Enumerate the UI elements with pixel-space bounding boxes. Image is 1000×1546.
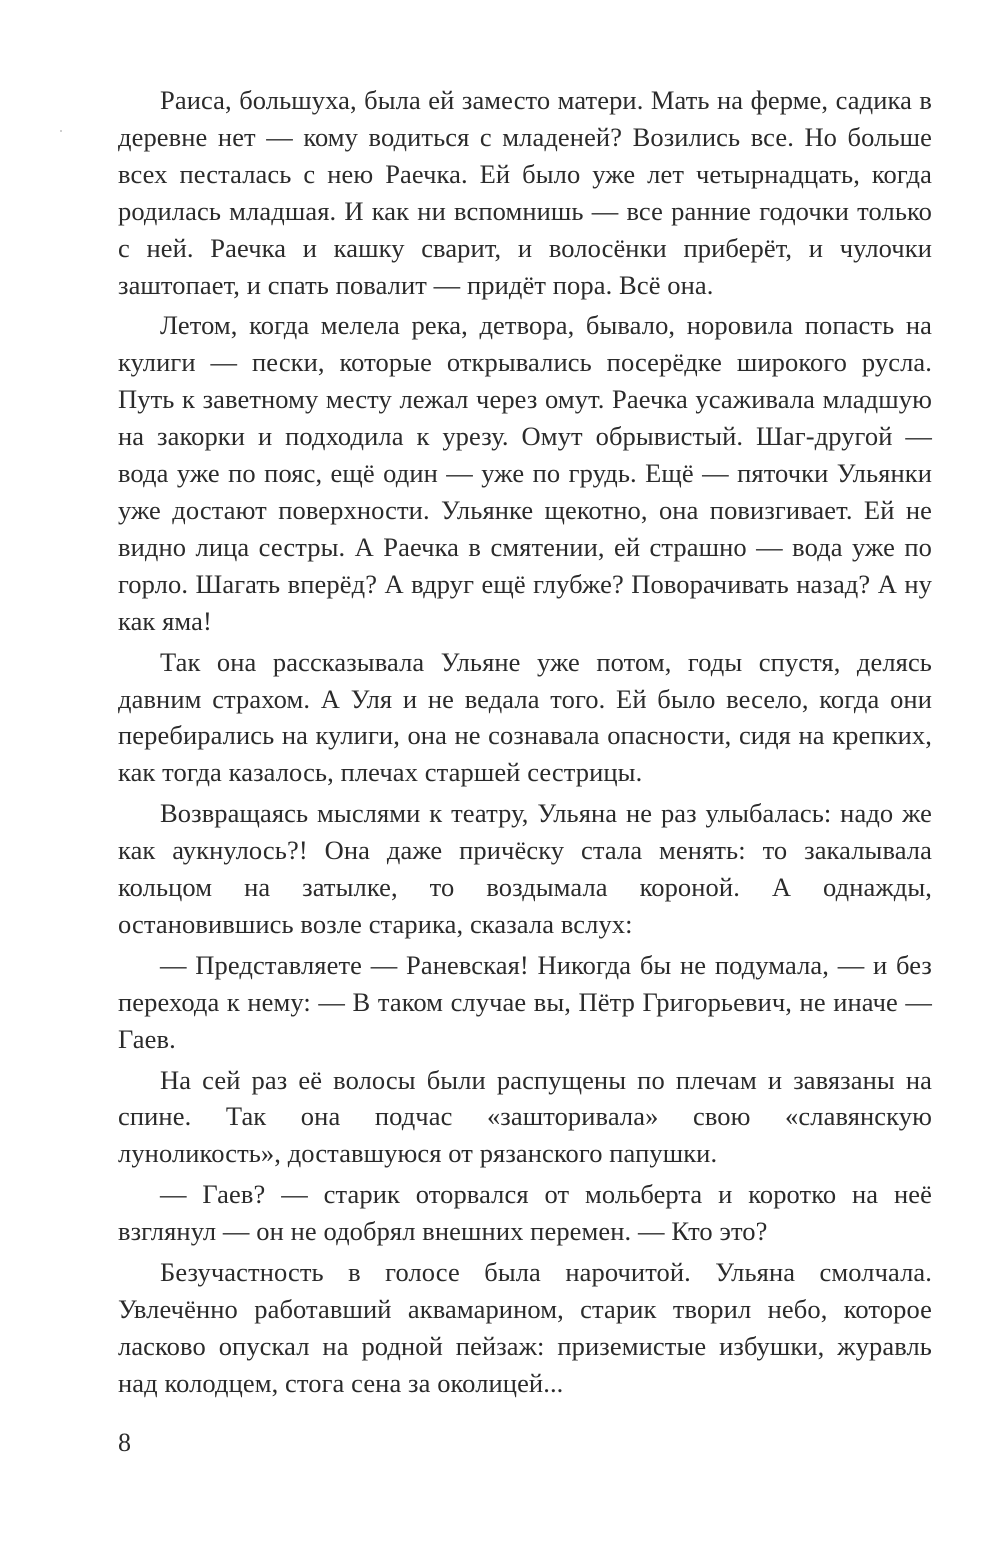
- paragraph-7-dialogue: — Гаев? — старик оторвался от мольберта и коротко на неё взглянул — он не одобрял внешних перемен. — Кто это?: [118, 1179, 932, 1247]
- margin-speck: [60, 130, 62, 132]
- page-body: [118, 82, 932, 1402]
- paragraph-8: Безучастность в голосе была нарочитой. Ульяна смолчала. Увлечённо работавший аквамарином, старик творил небо, которое ласково опускал на родной пейзаж: приземистые избушки, журавль над колодцем, стога сена за околицей...: [118, 1257, 932, 1398]
- paragraph-6: На сей раз её волосы были распущены по плечам и завязаны на спине. Так она подчас «зашторивала» свою «славянскую луноликость», доставшуюся от рязанского папушки.: [118, 1064, 932, 1169]
- paragraph-2: Летом, когда мелела река, детвора, бывало, норовила попасть на кулиги — пески, которые открывались посерёдке широкого русла. Путь к заветному месту лежал через омут. Раечка усаживала младшую на закорки и подходила к урезу. Омут обрывистый. Шаг-другой — вода уже по пояс, ещё один — уже по грудь. Ещё — пяточки Ульянки уже достают поверхности. Ульянке щекотно, она повизгивает. Ей не видно лица сестры. А Раечка в смятении, ей страшно — вода уже по горло. Шагать вперёд? А вдруг ещё глубже? Поворачивать назад? А ну как яма!: [118, 310, 932, 636]
- paragraph-1: Раиса, большуха, была ей заместо матери. Мать на ферме, садика в деревне нет — кому водиться с младеней? Возились все. Но больше всех песталась с нею Раечка. Ей было уже лет четырнадцать, когда родилась младшая. И как ни вспомнишь — все ранние годочки только с ней. Раечка и кашку сварит, и волосёнки приберёт, и чулочки заштопает, и спать повалит — придёт пора. Всё она.: [118, 85, 932, 300]
- page-number: 8: [118, 1428, 131, 1457]
- paragraph-4: Возвращаясь мыслями к театру, Ульяна не раз улыбалась: надо же как аукнулось?! Она даже причёску стала менять: то закалывала кольцом на затылке, то воздымала короной. А однажды, остановившись возле старика, сказала вслух:: [118, 798, 932, 939]
- paragraph-5-dialogue: — Представляете — Раневская! Никогда бы не подумала, — и без перехода к нему: — В таком случае вы, Пётр Григорьевич, не иначе — Гаев.: [118, 949, 932, 1054]
- paragraph-3: Так она рассказывала Ульяне уже потом, годы спустя, делясь давним страхом. А Уля и не ведала того. Ей было весело, когда они перебирались на кулиги, она не сознавала опасности, сидя на крепких, как тогда казалось, плечах старшей сестрицы.: [118, 646, 932, 788]
